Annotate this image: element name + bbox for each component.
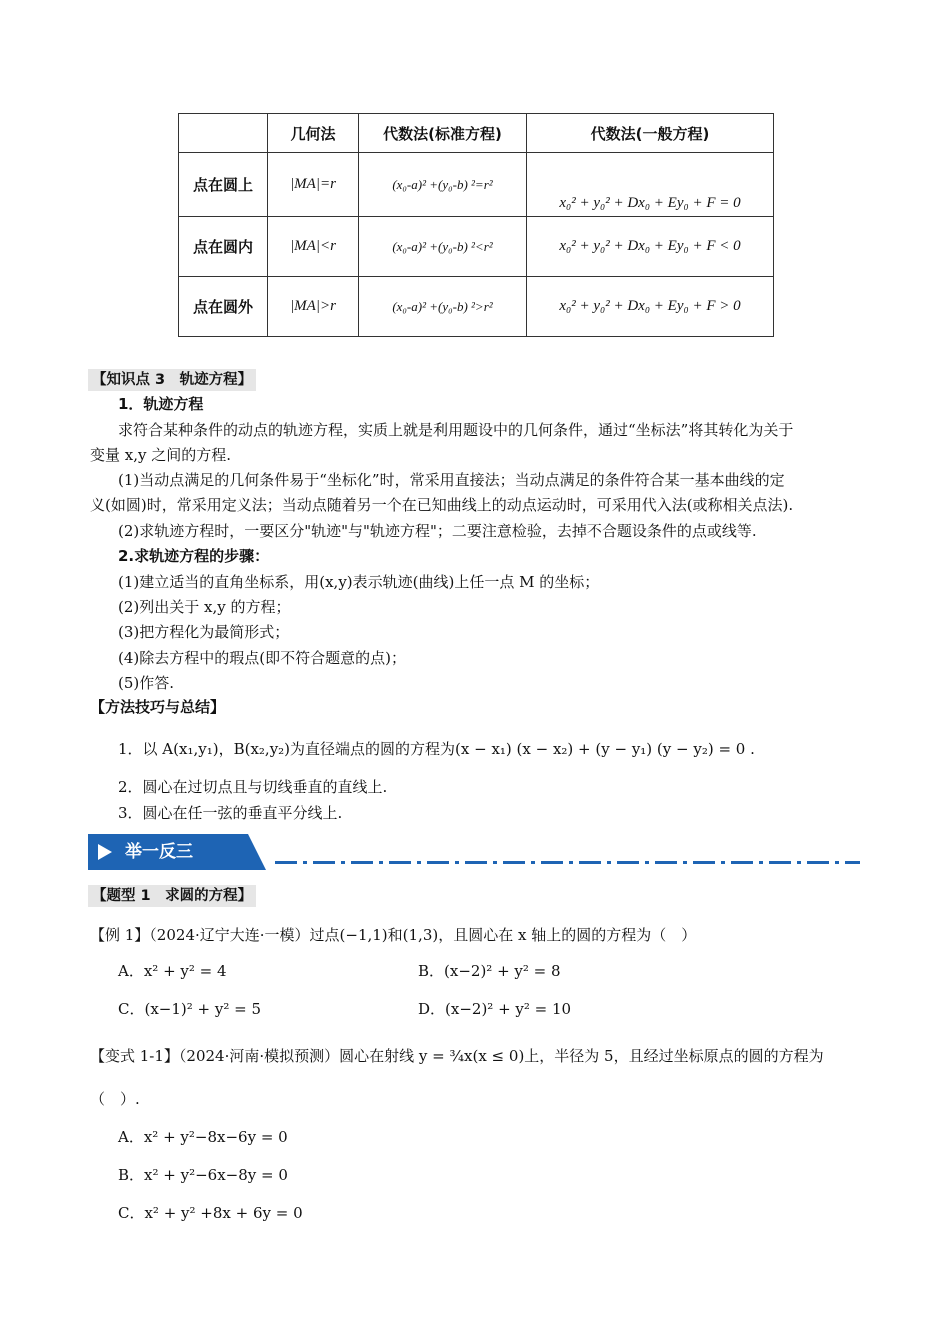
table-header-general: 代数法(一般方程) bbox=[527, 114, 774, 153]
table-header-geometric: 几何法 bbox=[268, 114, 359, 153]
std-cell: (x₀-a)² +(y₀-b) ²=r² bbox=[359, 153, 527, 217]
paragraph: (1)当动点满足的几何条件易于“坐标化”时，常采用直接法；当动点满足的条件符合某一基本曲线的定 bbox=[118, 471, 785, 489]
list-item: 3．圆心在任一弦的垂直平分线上. bbox=[118, 804, 343, 822]
row-label: 点在圆内 bbox=[179, 217, 268, 277]
table-row bbox=[179, 153, 774, 217]
list-item: (3)把方程化为最简形式； bbox=[118, 623, 290, 641]
knowledge-point-3-title: 【知识点 3 轨迹方程】 bbox=[88, 369, 256, 391]
option-d: D．(x−2)² + y² = 10 bbox=[418, 1000, 572, 1018]
table-header-blank bbox=[179, 114, 268, 153]
example-1-stem: 【例 1】（2024·辽宁大连·一模）过点(−1,1)和(1,3)，且圆心在 x 轴上的圆的方程为（ ） bbox=[90, 926, 697, 944]
list-item: (2)列出关于 x,y 的方程； bbox=[118, 598, 291, 616]
paragraph: 义(如圆)时，常采用定义法；当动点随着另一个在已知曲线上的动点运动时，可采用代入法(或称相关点法). bbox=[90, 496, 794, 514]
trajectory-heading: 1．轨迹方程 bbox=[118, 395, 204, 413]
gen-cell: x₀² + y₀² + Dx₀ + Ey₀ + F = 0 bbox=[527, 153, 774, 217]
dash-divider bbox=[275, 861, 860, 864]
play-arrow-icon bbox=[98, 844, 112, 860]
row-label: 点在圆外 bbox=[179, 277, 268, 337]
row-label: 点在圆上 bbox=[179, 153, 268, 217]
table-header-standard: 代数法(标准方程) bbox=[359, 114, 527, 153]
steps-heading: 2.求轨迹方程的步骤： bbox=[118, 547, 270, 565]
paragraph: 求符合某种条件的动点的轨迹方程，实质上就是利用题设中的几何条件，通过“坐标法”将其转化为关于 bbox=[118, 421, 794, 439]
geo-cell: |MA|<r bbox=[268, 217, 359, 277]
methods-title: 【方法技巧与总结】 bbox=[90, 698, 226, 716]
list-item: 1．以 A(x₁,y₁)，B(x₂,y₂)为直径端点的圆的方程为(x − x₁) (x − x₂) + (y − y₁) (y − y₂) = 0 . bbox=[118, 740, 755, 758]
variant-1-1-stem-end: （ ）. bbox=[90, 1090, 140, 1108]
gen-cell: x₀² + y₀² + Dx₀ + Ey₀ + F > 0 bbox=[527, 277, 774, 337]
paragraph: (2)求轨迹方程时，一要区分"轨迹"与"轨迹方程"；二要注意检验，去掉不合题设条件的点或线等. bbox=[118, 522, 757, 540]
list-item: 2．圆心在过切点且与切线垂直的直线上. bbox=[118, 778, 388, 796]
option-a: A．x² + y² = 4 bbox=[118, 962, 227, 980]
option-c: C．x² + y² +8x + 6y = 0 bbox=[118, 1204, 303, 1222]
position-comparison-table bbox=[178, 113, 774, 337]
table-header-row bbox=[179, 114, 774, 153]
list-item: (1)建立适当的直角坐标系，用(x,y)表示轨迹(曲线)上任一点 M 的坐标； bbox=[118, 573, 600, 591]
table-row bbox=[179, 217, 774, 277]
banner-label: 举一反三 bbox=[125, 842, 193, 862]
option-b: B．(x−2)² + y² = 8 bbox=[418, 962, 561, 980]
std-cell: (x₀-a)² +(y₀-b) ²>r² bbox=[359, 277, 527, 337]
variant-1-1-stem: 【变式 1-1】（2024·河南·模拟预测）圆心在射线 y = ¾x(x ≤ 0)上，半径为 5，且经过坐标原点的圆的方程为 bbox=[90, 1047, 824, 1065]
list-item: (4)除去方程中的瑕点(即不符合题意的点)； bbox=[118, 649, 406, 667]
option-c: C．(x−1)² + y² = 5 bbox=[118, 1000, 262, 1018]
geo-cell: |MA|>r bbox=[268, 277, 359, 337]
option-b: B．x² + y²−6x−8y = 0 bbox=[118, 1166, 288, 1184]
table-row bbox=[179, 277, 774, 337]
gen-cell: x₀² + y₀² + Dx₀ + Ey₀ + F < 0 bbox=[527, 217, 774, 277]
type-1-title: 【题型 1 求圆的方程】 bbox=[88, 885, 256, 907]
geo-cell: |MA|=r bbox=[268, 153, 359, 217]
list-item: (5)作答. bbox=[118, 674, 175, 692]
paragraph: 变量 x,y 之间的方程. bbox=[90, 446, 232, 464]
std-cell: (x₀-a)² +(y₀-b) ²<r² bbox=[359, 217, 527, 277]
option-a: A．x² + y²−8x−6y = 0 bbox=[118, 1128, 288, 1146]
